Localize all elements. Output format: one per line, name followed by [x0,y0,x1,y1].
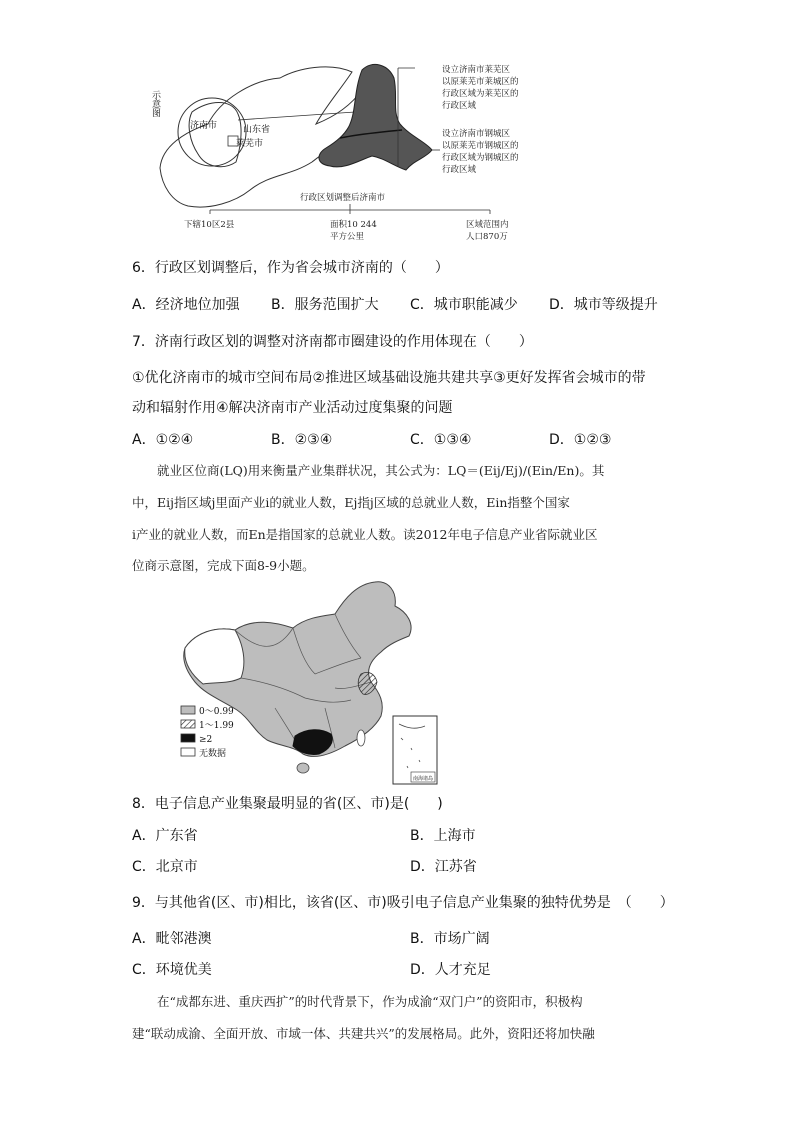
legend-label-low: 0～0.99 [199,707,234,717]
shandong-label: 山东省 [243,125,271,135]
q7-items-line2: 动和辐射作用④解决济南市产业活动过度集聚的问题 [132,400,453,416]
jinan-label: 济南市 [190,121,218,131]
q9-option-a[interactable]: A．毗邻港澳 [132,931,212,947]
note-gangcheng-line3: 行政区域为钢城区的 [442,153,519,163]
lq-intro-line2: 中，Eij指区域j里面产业i的就业人数，Ej指j区域的总就业人数，Ein指整个国家 [132,495,570,510]
hainan-island [297,763,309,773]
taiwan-island [357,730,365,746]
q9-option-c[interactable]: C．环境优美 [132,962,212,978]
q8-stem: 8．电子信息产业集聚最明显的省(区、市)是( ) [132,796,443,812]
note-laiwu-line1: 设立济南市莱芜区 [442,65,511,75]
q8-option-c[interactable]: C．北京市 [132,859,198,875]
note-laiwu-line3: 行政区域为莱芜区的 [442,89,519,99]
legend-swatch-low [181,706,195,714]
note-gangcheng-line4: 行政区域 [442,165,477,175]
q8-option-d[interactable]: D．江苏省 [410,859,477,875]
stat-pop-line2: 人口870万 [466,232,508,242]
q8-option-a[interactable]: A．广东省 [132,828,198,844]
note-laiwu-line4: 行政区域 [442,101,477,111]
laiwu-enlarged-region [319,64,432,170]
q9-option-d[interactable]: D．人才充足 [410,962,491,978]
stat-area-line2: 平方公里 [330,232,365,242]
q7-option-a[interactable]: A．①②④ [132,432,194,448]
lq-intro-line4: 位商示意图，完成下面8-9小题。 [132,558,315,573]
legend-swatch-nodata [181,748,195,756]
legend-swatch-mid [181,720,195,728]
legend-label-high: ≥2 [199,735,213,745]
inset-label: 南海诸岛 [413,776,434,782]
q7-option-b[interactable]: B．②③④ [271,432,333,448]
lq-intro-line1: 就业区位商(LQ)用来衡量产业集群状况，其公式为：LQ＝(Eij/Ej)/(Ein/En)。其 [157,463,605,478]
jinan-highlight-circle [178,98,246,166]
jinan-map-svg [140,50,540,245]
q6-option-c[interactable]: C．城市职能减少 [410,297,518,313]
q6-option-b[interactable]: B．服务范围扩大 [271,297,379,313]
q6-option-d[interactable]: D．城市等级提升 [549,297,658,313]
legend-label-nodata: 无数据 [199,749,227,759]
note-gangcheng-line2: 以原莱芜市钢城区的 [442,141,519,151]
legend-swatch-high [181,734,195,742]
figure-side-label: 示意图 [150,90,160,117]
bottom-title: 行政区划调整后济南市 [300,193,386,203]
q7-stem: 7．济南行政区划的调整对济南都市圈建设的作用体现在（ ） [132,334,533,350]
q6-stem: 6．行政区划调整后，作为省会城市济南的（ ） [132,260,449,276]
laiwu-label: 莱芜市 [236,139,264,149]
q8-option-b[interactable]: B．上海市 [410,828,476,844]
q7-option-c[interactable]: C．①③④ [410,432,472,448]
china-map-svg [175,578,445,788]
legend-label-mid: 1～1.99 [199,721,234,731]
q7-items-line1: ①优化济南市的城市空间布局②推进区域基础设施共建共享③更好发挥省会城市的带 [132,370,646,386]
note-gangcheng-line1: 设立济南市钢城区 [442,129,511,139]
china-lq-map [175,578,445,788]
q9-stem: 9．与其他省(区、市)相比，该省(区、市)吸引电子信息产业集聚的独特优势是 （ ） [132,895,674,911]
q7-option-d[interactable]: D．①②③ [549,432,612,448]
stat-pop-line1: 区域范围内 [466,220,509,230]
ziyang-intro-line1: 在“成都东进、重庆西扩”的时代背景下，作为成渝“双门户”的资阳市，积极构 [157,994,583,1009]
ziyang-intro-line2: 建“联动成渝、全面开放、市域一体、共建共兴”的发展格局。此外，资阳还将加快融 [132,1026,595,1041]
lq-intro-line3: i产业的就业人数，而En是指国家的总就业人数。读2012年电子信息产业省际就业区 [132,527,598,542]
note-laiwu-line2: 以原莱芜市莱城区的 [442,77,519,87]
stat-area-line1: 面积10 244 [330,220,377,230]
q6-option-a[interactable]: A．经济地位加强 [132,297,240,313]
jinan-adjustment-figure [140,50,540,245]
q9-option-b[interactable]: B．市场广阔 [410,931,490,947]
stat-districts: 下辖10区2县 [184,220,235,230]
